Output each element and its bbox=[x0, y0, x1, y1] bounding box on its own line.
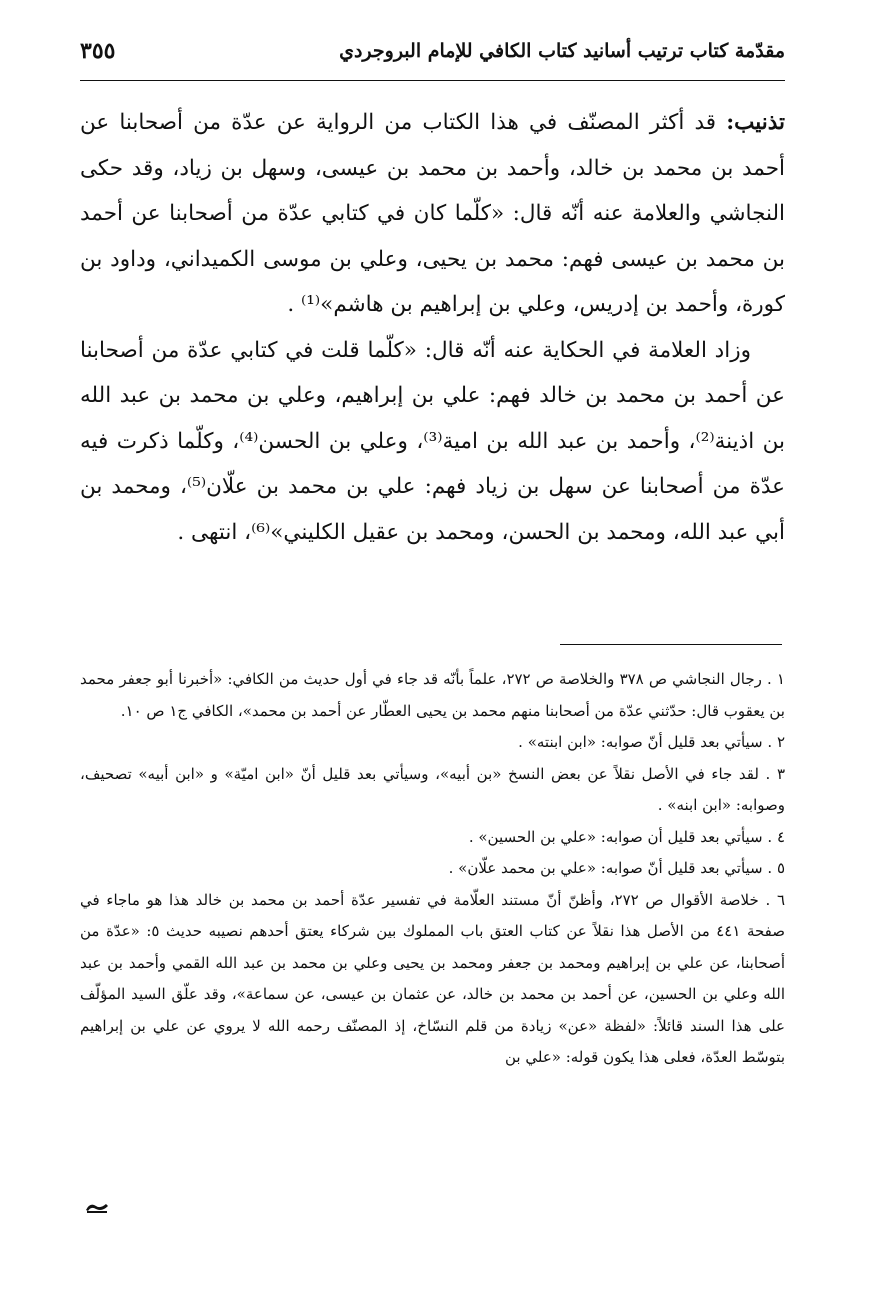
page-header bbox=[80, 36, 785, 76]
paragraph-2: وزاد العلامة في الحكاية عنه أنّه قال: «كلّما قلت في كتابي عدّة من أصحابنا عن أحمد بن محمد بن خالد فهم: علي بن إبراهيم، وعلي بن محمد بن عبد الله بن اذينة⁽²⁾، وأحمد بن عبد الله بن امية⁽³⁾، وعلي بن الحسن⁽⁴⁾، وكلّما ذكرت فيه عدّة من أصحابنا عن سهل بن زياد فهم: علي بن محمد بن علّان⁽⁵⁾، ومحمد بن أبي عبد الله، ومحمد بن الحسن، ومحمد بن عقيل الكليني»⁽⁶⁾، انتهى . bbox=[80, 337, 786, 545]
paragraph-1 bbox=[80, 100, 785, 328]
footnote-2: ٢ . سيأتي بعد قليل أنّ صوابه: «ابن ابنته» . bbox=[518, 733, 785, 751]
footnote-6: ٦ . خلاصة الأقوال ص ٢٧٢، وأظنّ أنّ مستند العلّامة في تفسير عدّة أحمد بن محمد بن خالد هذا هو ماجاء في صفحة ٤٤١ من الأصل هذا نقلاً عن كتاب العتق باب المملوك بين شركاء يعتق أحدهم نصيبه حديث ٥: «عدّة من أصحابنا، عن علي بن إبراهيم ومحمد بن جعفر ومحمد بن يحيى وعلي بن محمد بن عبد الله القمي وأحمد بن عبد الله وعلي بن الحسين، عن أحمد بن محمد بن خالد، عن عثمان بن عيسى، عن سماعة»، وقد علّق السيد المؤلّف على هذا السند قائلاً: «لفظة «عن» زيادة من قلم النسّاخ، إذ المصنّف رحمه الله لا يروي عن علي بن إبراهيم بتوسّط العدّة، فعلى هذا يكون قوله: «علي بن bbox=[80, 890, 785, 1066]
running-title: مقدّمة كتاب ترتيب أسانيد كتاب الكافي للإمام البروجردي bbox=[339, 40, 785, 62]
footnote-1: ١ . رجال النجاشي ص ٣٧٨ والخلاصة ص ٢٧٢، علماً بأنّه قد جاء في أول حديث من الكافي: «أخبرنا أبو جعفر محمد بن يعقوب قال: حدّثني عدّة من أصحابنا منهم محمد بن يحيى العطّار عن أحمد بن محمد»، الكافي ج١ ص ١٠. bbox=[80, 670, 785, 720]
lead-word: تذنيب: bbox=[726, 110, 785, 135]
footnotes bbox=[80, 664, 785, 1074]
page-number: ٣٥٥ bbox=[80, 38, 116, 64]
header-rule bbox=[80, 80, 785, 81]
paragraph-1-text: قد أكثر المصنّف في هذا الكتاب من الرواية عن عدّة من أصحابنا عن أحمد بن محمد بن خالد، وأحمد بن محمد بن عيسى، وسهل بن زياد، وقد حكى النجاشي والعلامة عنه أنّه قال: «كلّما كان في كتابي عدّة من أصحابنا عن أحمد بن محمد بن عيسى فهم: محمد بن يحيى، وعلي بن موسى الكميداني، وداود بن كورة، وأحمد بن إدريس، وعلي بن إبراهيم بن هاشم»⁽¹⁾ . bbox=[80, 110, 785, 317]
footnote-4: ٤ . سيأتي بعد قليل أن صوابه: «علي بن الحسين» . bbox=[468, 827, 785, 846]
footnote-3: ٣ . لقد جاء في الأصل نقلاً عن بعض النسخ «بن أبيه»، وسيأتي بعد قليل أنّ «ابن اميّة» و «ابن أبيه» تصحيف، وصوابه: «ابن ابنه» . bbox=[80, 764, 785, 814]
main-text bbox=[80, 100, 785, 555]
footnote-5: ٥ . سيأتي بعد قليل أنّ صوابه: «علي بن محمد علّان» . bbox=[448, 859, 785, 877]
continuation-mark-icon bbox=[84, 1200, 110, 1214]
footnote-separator bbox=[560, 644, 782, 645]
